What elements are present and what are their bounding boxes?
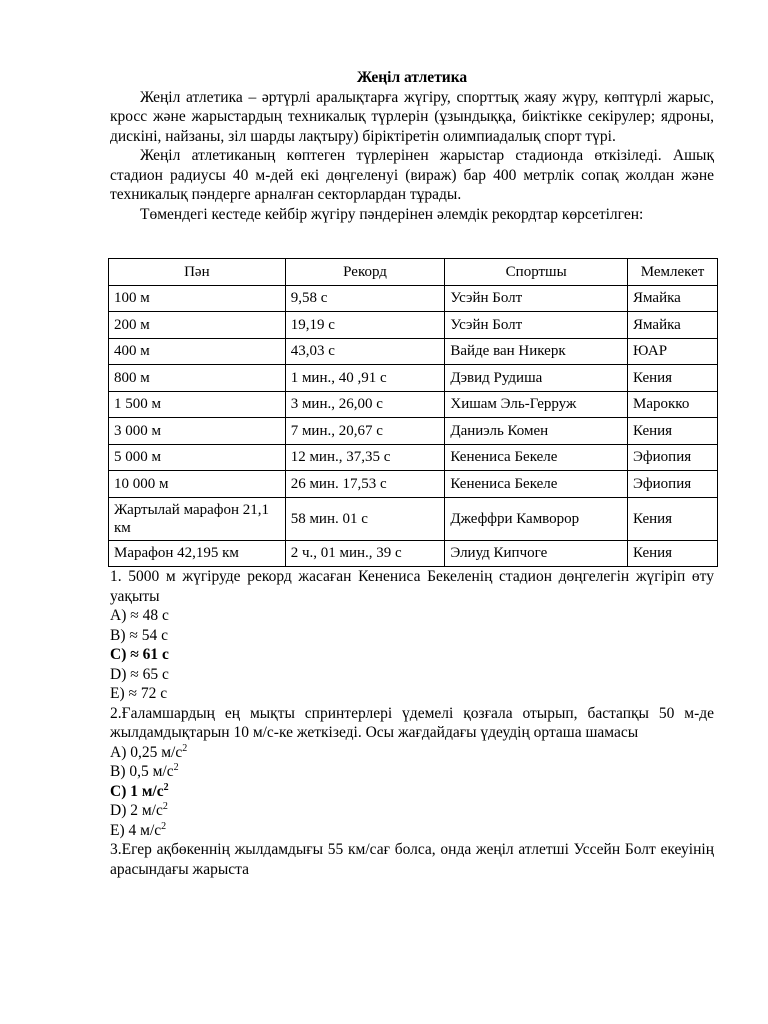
- table-cell: Ямайка: [628, 285, 718, 312]
- records-table: [108, 258, 718, 567]
- answer-option: E) ≈ 72 с: [110, 685, 168, 702]
- table-cell: 3 000 м: [109, 418, 286, 445]
- answer-option: C) 1 $м/с^2$: [110, 781, 169, 800]
- intro-paragraph: Жеңіл атлетика – әртүрлі аралықтарға жүгіру, спорттық жаяу жүру, көптүрлі жарыс, кросс және жарыстардың техникалық түрлерін (ұзындыққа, биіктікке секірулер; ядроны, дискіні, найзаны, зіл шарды лақтыру) біріктіретін олимпиадалық спорт түрі.: [110, 88, 714, 145]
- table-cell: 2 ч., 01 мин., 39 с: [285, 540, 445, 567]
- question-text: 3.Егер ақбөкеннің жылдамдығы 55 км/сағ болса, онда жеңіл атлетші Уссейн Болт екеуінің арасындағы жарыста: [110, 841, 714, 878]
- table-cell: Кенениса Бекеле: [445, 444, 628, 471]
- table-row: [109, 365, 718, 392]
- answer-option: D) 2 $м/с^2$: [110, 800, 168, 819]
- table-row: [109, 418, 718, 445]
- table-cell: Кения: [628, 418, 718, 445]
- header-athlete: Спортшы: [445, 259, 628, 286]
- table-cell: 100 м: [109, 285, 286, 312]
- table-row: [109, 471, 718, 498]
- table-cell: 19,19 с: [285, 312, 445, 339]
- table-row: [109, 338, 718, 365]
- answer-option: E) 4 $м/с^2$: [110, 820, 167, 839]
- unit-superscript: 2: [182, 742, 188, 754]
- question-text: 2.Ғаламшардың ең мықты спринтерлері үдемелі қозғала отырып, бастапқы 50 м-де жылдамдықтарын 10 м/с-ке жеткізеді. Осы жағдайдағы үдеудің орташа шамасы: [110, 704, 714, 741]
- table-cell: Кения: [628, 497, 718, 540]
- table-cell: Марафон 42,195 км: [109, 540, 286, 567]
- table-row: [109, 285, 718, 312]
- table-cell: 400 м: [109, 338, 286, 365]
- table-cell: Дэвид Рудиша: [445, 365, 628, 392]
- answer-option: D) ≈ 65 с: [110, 665, 169, 683]
- table-cell: 43,03 с: [285, 338, 445, 365]
- header-country: Мемлекет: [628, 259, 718, 286]
- answer-option: A) ≈ 48 с: [110, 607, 169, 624]
- table-cell: ЮАР: [628, 338, 718, 365]
- table-cell: Марокко: [628, 391, 718, 418]
- table-intro-paragraph: Төмендегі кестеде кейбір жүгіру пәндерінен әлемдік рекордтар көрсетілген:: [140, 205, 644, 223]
- table-cell: Усэйн Болт: [445, 312, 628, 339]
- table-cell: Кенениса Бекеле: [445, 471, 628, 498]
- header-record: Рекорд: [285, 259, 445, 286]
- table-row: [109, 312, 718, 339]
- table-cell: 200 м: [109, 312, 286, 339]
- unit-superscript: 2: [161, 820, 167, 832]
- answer-option: B) ≈ 54 с: [110, 626, 169, 644]
- unit-superscript: 2: [163, 781, 169, 793]
- table-cell: Ямайка: [628, 312, 718, 339]
- table-row: [109, 391, 718, 418]
- unit-superscript: 2: [173, 761, 179, 773]
- table-header-row: [109, 259, 718, 286]
- table-cell: 58 мин. 01 с: [285, 497, 445, 540]
- table-cell: Хишам Эль-Герруж: [445, 391, 628, 418]
- table-cell: Усэйн Болт: [445, 285, 628, 312]
- document-title: Жеңіл атлетика: [356, 69, 468, 86]
- stadium-paragraph: Жеңіл атлетиканың көптеген түрлерінен жарыстар стадионда өткізіледі. Ашық стадион радиусы 40 м-дей екі дөңгеленуі (вираж) бар 400 метрлік сопақ жолдан және техникалық пәндерге арналған секторлардан тұрады.: [110, 147, 714, 203]
- table-cell: 26 мин. 17,53 с: [285, 471, 445, 498]
- table-cell: Эфиопия: [628, 471, 718, 498]
- table-cell: 1 мин., 40 ,91 с: [285, 365, 445, 392]
- answer-option: B) 0,5 $м/с^2$: [110, 761, 179, 780]
- answer-option: C) ≈ 61 с: [110, 646, 169, 663]
- table-row: [109, 444, 718, 471]
- table-cell: 5 000 м: [109, 444, 286, 471]
- questions-section: [110, 567, 714, 879]
- answer-option: A) 0,25 $м/с^2$: [110, 742, 188, 761]
- table-cell: Кения: [628, 365, 718, 392]
- table-row: [109, 497, 718, 540]
- unit-superscript: 2: [162, 800, 168, 812]
- table-cell: Элиуд Кипчоге: [445, 540, 628, 567]
- header-discipline: Пән: [109, 259, 286, 286]
- table-cell: Кения: [628, 540, 718, 567]
- table-cell: Вайде ван Никерк: [445, 338, 628, 365]
- table-cell: 10 000 м: [109, 471, 286, 498]
- table-cell: 7 мин., 20,67 с: [285, 418, 445, 445]
- table-cell: 3 мин., 26,00 с: [285, 391, 445, 418]
- table-cell: Даниэль Комен: [445, 418, 628, 445]
- table-row: [109, 540, 718, 567]
- table-cell: 12 мин., 37,35 с: [285, 444, 445, 471]
- table-cell: 800 м: [109, 365, 286, 392]
- table-cell: Эфиопия: [628, 444, 718, 471]
- table-cell: 1 500 м: [109, 391, 286, 418]
- table-cell: 9,58 с: [285, 285, 445, 312]
- table-cell: Джеффри Камворор: [445, 497, 628, 540]
- table-cell: Жартылай марафон 21,1 км: [109, 497, 286, 540]
- question-text: 1. 5000 м жүгіруде рекорд жасаған Кенениса Бекеленің стадион дөңгелегін жүгіріп өту уақыты: [110, 568, 714, 605]
- document-page: [110, 68, 714, 879]
